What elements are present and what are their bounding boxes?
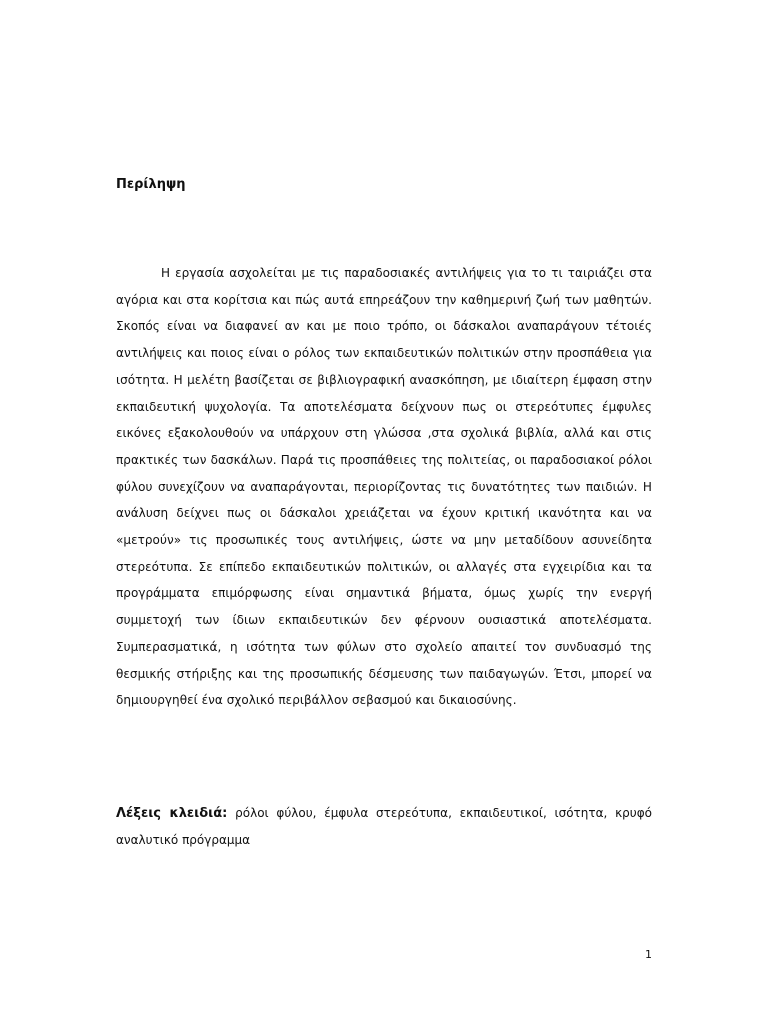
abstract-paragraph: Η εργασία ασχολείται με τις παραδοσιακές αντιλήψεις για το τι ταιριάζει στα αγόρια και στα κορίτσια και πώς αυτά επηρεάζουν την καθημερινή ζωή των μαθητών. Σκοπός είναι να διαφανεί αν και με ποιο τρόπο, οι δάσκαλοι αναπαράγουν τέτοιές αντιλήψεις και ποιος είναι ο ρόλος των εκπαιδευτικών πολιτικών στην προσπάθεια για ισότητα. Η μελέτη βασίζεται σε βιβλιογραφική ανασκόπηση, με ιδιαίτερη έμφαση στην εκπαιδευτική ψυχολογία. Τα αποτελέσματα δείχνουν πως οι στερεότυπες έμφυλες εικόνες εξακολουθούν να υπάρχουν στη γλώσσα ,στα σχολικά βιβλία, αλλά και στις πρακτικές των δασκάλων. Παρά τις προσπάθειες της πολιτείας, οι παραδοσιακοί ρόλοι φύλου συνεχίζουν να αναπαράγονται, περιορίζοντας τις δυνατότητες των παιδιών. Η ανάλυση δείχνει πως οι δάσκαλοι χρειάζεται να έχουν κριτική ικανότητα και να «μετρούν» τις προσωπικές τους αντιλήψεις, ώστε να μην μεταδίδουν ασυνείδητα στερεότυπα. Σε επίπεδο εκπαιδευτικών πολιτικών, οι αλλαγές στα εγχειρίδια και τα προγράμματα επιμόρφωσης είναι σημαντικά βήματα, όμως χωρίς την ενεργή συμμετοχή των ίδιων εκπαιδευτικών δεν φέρνουν ουσιαστικά αποτελέσματα. Συμπερασματικά, η ισότητα των φύλων στο σχολείο απαιτεί τον συνδυασμό της θεσμικής στήριξης και της προσωπικής δέσμευσης των παιδαγωγών. Έτσι, μπορεί να δημιουργηθεί ένα σχολικό περιβάλλον σεβασμού και δικαιοσύνης. [116, 266, 652, 708]
keywords-paragraph [116, 800, 652, 854]
keywords-label: Λέξεις κλειδιά: [116, 806, 228, 821]
keywords-list: ρόλοι φύλου, έμφυλα στερεότυπα, εκπαιδευτικοί, ισότητα, κρυφό αναλυτικό πρόγραμμα [116, 806, 652, 847]
page-title: Περίληψη [116, 177, 186, 192]
page-number: 1 [645, 948, 652, 961]
